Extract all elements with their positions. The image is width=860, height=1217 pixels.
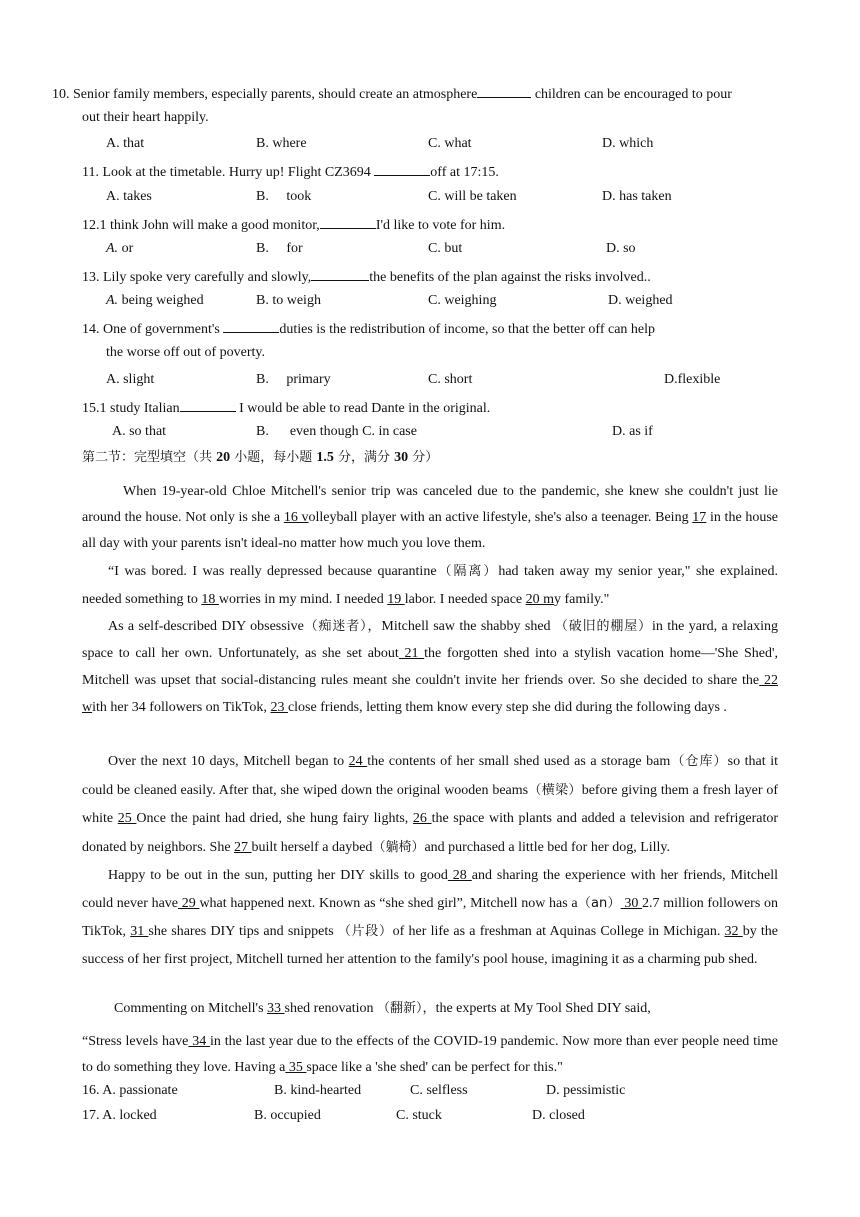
q16-option-b: B. kind-hearted (274, 1083, 362, 1098)
blank-27: 27 (234, 839, 252, 855)
q15-option-a: A. so that (112, 424, 167, 439)
section-points-each: 1.5 (316, 450, 334, 465)
blank-20: 20 m (525, 592, 555, 607)
q13-answer-blank (311, 266, 369, 281)
p7-text-2: in the last year due to the effects of the COVID-19 pandemic. Now more than ever people need time to do something they love. Having a (82, 1034, 779, 1075)
p5-text-2: and sharing the experience with her friends, Mitchell could never have (82, 868, 779, 911)
blank-16: 16 v (283, 510, 309, 525)
p4-gloss-3: （躺椅） (372, 839, 425, 855)
q14-stem-part-1: 14. One of government's (82, 322, 224, 337)
q10-option-a: A. that (106, 136, 145, 151)
q17-option-b: B. occupied (254, 1108, 321, 1123)
p2-text-2: had taken away my senior year," she explained. needed something to (82, 564, 778, 607)
blank-34: 34 (188, 1034, 211, 1049)
blank-31: 31 (130, 924, 149, 939)
q13-option-a-text: being weighed (118, 293, 204, 308)
section-heading-part-2: 小题，每小题 (230, 450, 317, 465)
p3-text-6: close friends, letting them know every step she did during the following days . (287, 700, 727, 715)
q16-option-a: 16. A. passionate (82, 1083, 178, 1098)
p4-text-1: Over the next 10 days, Mitchell began to (108, 754, 349, 769)
q12-option-c: C. but (428, 241, 463, 256)
q10-stem-part-3: out their heart happily. (82, 110, 209, 125)
p6-gloss-1: （翻新）， (377, 1001, 436, 1016)
passage-paragraph-3 (82, 613, 778, 721)
p5-text-5: she shares DIY tips and snippets (148, 924, 338, 939)
section-total-points: 30 (394, 450, 409, 465)
q12-option-a-text: or (118, 241, 134, 256)
passage-paragraph-5 (82, 862, 778, 974)
q16-option-d: D. pessimistic (546, 1083, 626, 1098)
p3-gloss-2: （破旧的棚屋） (554, 619, 653, 634)
question-12-stem (82, 214, 505, 235)
q16-option-c: C. selfless (410, 1083, 468, 1098)
q17-option-a: 17. A. locked (82, 1108, 157, 1123)
q12-option-d: D. so (606, 241, 636, 256)
p6-text-2: shed renovation (284, 1001, 378, 1016)
p4-text-8: and purchased a little bed for her dog, Lilly. (424, 839, 671, 855)
q11-option-d: D. has taken (602, 189, 672, 204)
p3-text-5: ith her 34 followers on TikTok, (92, 700, 271, 715)
blank-32: 32 (724, 924, 743, 939)
q12-stem-part-1: 12.1 think John will make a good monitor, (82, 218, 320, 233)
section-question-count: 20 (216, 450, 231, 465)
p2-gloss-1: （隔离） (436, 564, 499, 579)
p2-text-1: “I was bored. I was really depressed because quarantine (108, 564, 437, 579)
blank-29: 29 (178, 896, 200, 911)
q13-stem-part-1: 13. Lily spoke very carefully and slowly, (82, 270, 312, 285)
p4-text-5: Once the paint had dried, she hung fairy lights, (136, 811, 413, 826)
blank-24: 24 (348, 754, 368, 769)
q11-option-a: A. takes (106, 189, 152, 204)
q15-answer-blank (180, 397, 236, 412)
p4-text-3: so that it could be cleaned easily. After that, she wiped down the original wooden beams (82, 754, 778, 798)
q13-option-d: D. weighed (608, 293, 673, 308)
p4-text-2: the contents of her small shed used as a storage bam (367, 754, 671, 769)
q14-answer-blank (223, 318, 279, 333)
blank-35: 35 (285, 1060, 307, 1075)
q11-answer-blank (374, 161, 430, 176)
q10-option-c: C. what (428, 136, 472, 151)
p2-text-3: worries in my mind. I needed (218, 592, 388, 607)
question-15-stem (82, 397, 490, 418)
section-heading-part-3: 分，满分 (333, 450, 395, 465)
p7-text-1: “Stress levels have (82, 1034, 189, 1049)
p1-text-3: in the house all day with your parents isn't ideal-no matter how much you love them. (82, 510, 779, 551)
blank-21: 21 (398, 646, 425, 661)
section-heading-part-4: 分） (408, 450, 439, 465)
passage-paragraph-2 (82, 558, 778, 614)
p4-gloss-1: （仓库） (670, 754, 728, 769)
q17-option-c: C. stuck (396, 1108, 442, 1123)
blank-19: 19 (387, 592, 405, 607)
q13-stem-part-2: the benefits of the plan against the risks involved.. (369, 270, 651, 285)
blank-18: 18 (201, 592, 219, 607)
p4-gloss-2: （横梁） (528, 782, 582, 798)
q14-option-d: D.flexible (664, 372, 721, 387)
question-11-stem (82, 161, 499, 182)
q12-option-a-letter: A. (106, 241, 119, 256)
q14-option-b: B. primary (256, 372, 331, 387)
q10-answer-blank (477, 83, 531, 98)
q15-stem-part-2: I would be able to read Dante in the original. (235, 401, 491, 416)
q11-option-b: B. took (256, 189, 312, 204)
q12-option-a (106, 240, 133, 258)
p1-text-2: olleyball player with an active lifestyle, she's also a teenager. Being (308, 510, 693, 525)
q12-option-b: B. for (256, 241, 303, 256)
q14-option-a: A. slight (106, 372, 155, 387)
q13-option-b: B. to weigh (256, 293, 321, 308)
blank-25: 25 (117, 811, 137, 826)
q14-stem-part-3: the worse off out of poverty. (106, 345, 266, 360)
q10-stem-part-2: children can be encouraged to pour (531, 87, 732, 102)
q10-stem-part-1: 10. Senior family members, especially parents, should create an atmosphere (52, 87, 478, 102)
q10-option-d: D. which (602, 136, 654, 151)
p3-text-1: As a self-described DIY obsessive (108, 619, 304, 634)
q14-option-c: C. short (428, 372, 473, 387)
blank-30: 30 (620, 896, 643, 911)
blank-17: 17 (692, 510, 707, 525)
section-heading-part-1: 第二节：完型填空（共 (82, 450, 217, 465)
p3-text-2: Mitchell saw the shabby shed (381, 619, 555, 634)
q11-stem-part-2: off at 17:15. (430, 165, 499, 180)
q10-option-b: B. where (256, 136, 307, 151)
blank-22: 22 w (82, 673, 778, 715)
p6-text-1: Commenting on Mitchell's (114, 1001, 268, 1016)
p4-text-7: built herself a daybed (251, 839, 373, 855)
p7-text-3: space like a 'she shed' can be perfect for this." (306, 1060, 563, 1075)
passage-paragraph-1 (82, 479, 778, 557)
p5-gloss-1: （an） (577, 896, 621, 911)
p4-text-4: before giving them a fresh layer of white (82, 782, 778, 826)
p3-text-3: in the yard, a relaxing space to call her own. Unfortunately, as she set about (82, 619, 778, 661)
p3-gloss-1: （痴迷者）， (303, 619, 382, 634)
q13-option-a-letter: A. (106, 293, 119, 308)
q15-stem-part-1: 15.1 study Italian (82, 401, 180, 416)
section-heading (82, 449, 438, 467)
blank-28: 28 (447, 868, 472, 883)
q12-stem-part-2: I'd like to vote for him. (375, 218, 506, 233)
blank-26: 26 (412, 811, 432, 826)
p4-text-6: the space with plants and added a television and refrigerator donated by neighbors. She (82, 811, 779, 855)
p5-text-7: by the success of her first project, Mitchell turned her attention to the family's pool house, imagining it as a charming pub shed. (82, 924, 779, 967)
q11-stem-part-1: 11. Look at the timetable. Hurry up! Flight CZ3694 (82, 165, 375, 180)
p5-text-4: 2.7 million followers on TikTok, (82, 896, 778, 939)
q17-option-d: D. closed (532, 1108, 585, 1123)
blank-23: 23 (270, 700, 288, 715)
passage-paragraph-6 (82, 1000, 778, 1018)
question-10-stem (52, 83, 732, 104)
passage-paragraph-4 (82, 748, 778, 862)
p5-gloss-2: （片段） (337, 924, 393, 939)
question-13-stem (82, 266, 651, 287)
q13-option-c: C. weighing (428, 293, 497, 308)
p5-text-1: Happy to be out in the sun, putting her DIY skills to good (108, 868, 448, 883)
p5-text-6: of her life as a freshman at Aquinas College in Michigan. (392, 924, 725, 939)
p5-text-3: what happened next. Known as “she shed girl”, Mitchell now has a (199, 896, 578, 911)
blank-33: 33 (267, 1001, 285, 1016)
question-14-stem (82, 318, 655, 339)
q15-option-d: D. as if (612, 424, 653, 439)
p2-text-5: y family." (554, 592, 610, 607)
q14-stem-part-2: duties is the redistribution of income, so that the better off can help (279, 322, 656, 337)
q13-option-a (106, 292, 204, 310)
q12-answer-blank (320, 214, 376, 229)
p1-text-1: When 19-year-old Chloe Mitchell's senior trip was canceled due to the pandemic, she knew she couldn't just lie around the house. Not only is she a (82, 484, 778, 525)
q15-option-b-c: B. even though C. in case (256, 424, 417, 439)
p3-text-4: the forgotten shed into a stylish vacation home—'She Shed', Mitchell was upset that social-distancing rules meant she couldn't invite her friends over. So she decided to share the (82, 646, 778, 688)
p6-text-3: the experts at My Tool Shed DIY said, (435, 1001, 651, 1016)
passage-paragraph-7 (82, 1029, 778, 1081)
q11-option-c: C. will be taken (428, 189, 517, 204)
p2-text-4: labor. I needed space (404, 592, 526, 607)
